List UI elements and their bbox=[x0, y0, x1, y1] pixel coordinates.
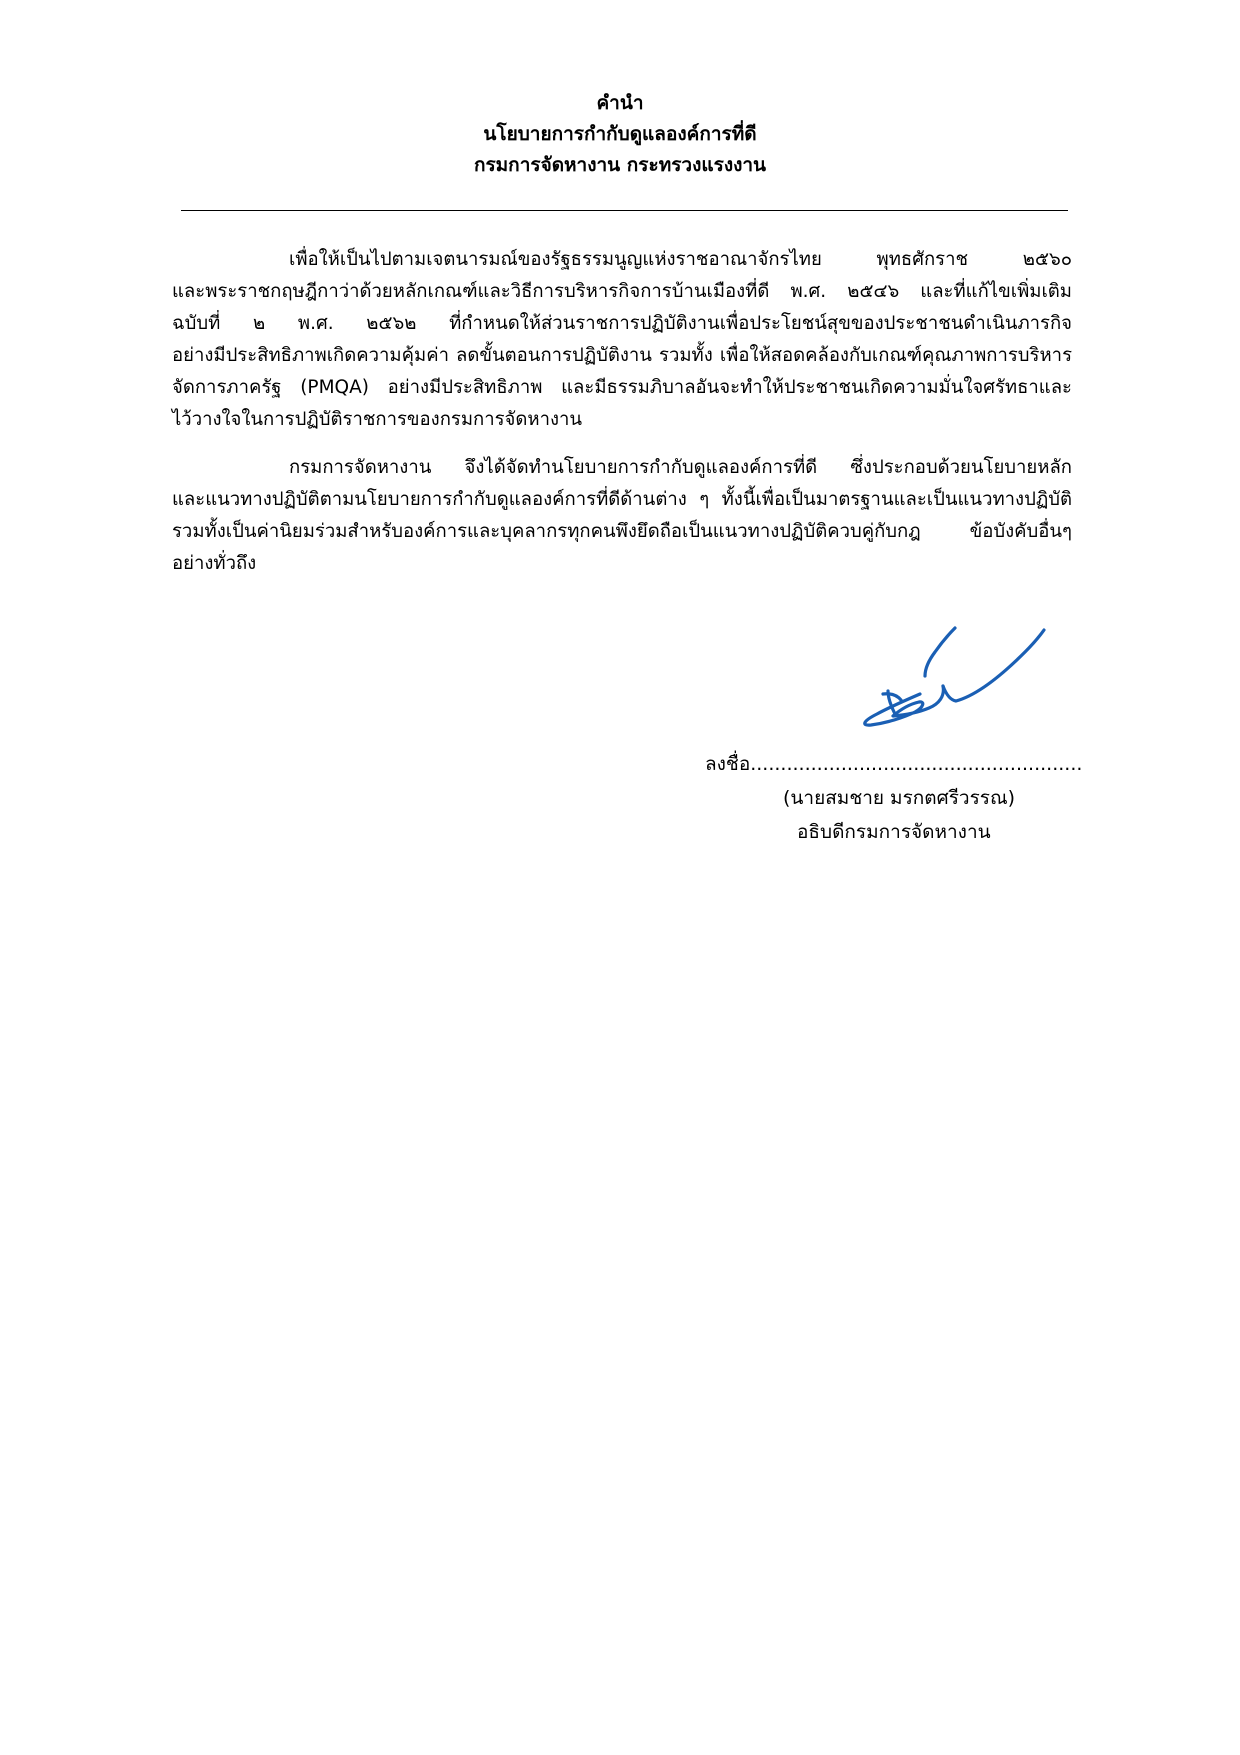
paragraph-line: อย่างทั่วถึง bbox=[172, 553, 257, 574]
paragraph-line: และแนวทางปฏิบัติตามนโยบายการกำกับดูแลองค์การที่ดีด้านต่าง ๆ ทั้งนี้เพื่อเป็นมาตรฐานและเป็นแนวทางปฏิบัติ bbox=[172, 489, 1072, 510]
signer-position: อธิบดีกรมการจัดหางาน bbox=[797, 821, 991, 843]
header-divider bbox=[181, 210, 1068, 211]
paragraph-line: ฉบับที่ ๒ พ.ศ. ๒๕๖๒ ที่กำหนดให้ส่วนราชการปฏิบัติงานเพื่อประโยชน์สุขของประชาชนดำเนินภารกิจ bbox=[172, 313, 1072, 334]
paragraph-1 bbox=[172, 244, 1072, 436]
handwritten-signature bbox=[853, 622, 1048, 734]
policy-title: นโยบายการกำกับดูแลองค์การที่ดี bbox=[483, 123, 757, 145]
department-title: กรมการจัดหางาน กระทรวงแรงงาน bbox=[473, 154, 767, 176]
paragraph-line: และพระราชกฤษฎีกาว่าด้วยหลักเกณฑ์และวิธีการบริหารกิจการบ้านเมืองที่ดี พ.ศ. ๒๕๔๖ และที่แก้ไขเพิ่มเติม bbox=[172, 281, 1072, 302]
signer-name: (นายสมชาย มรกตศรีวรรณ) bbox=[783, 787, 1016, 809]
paragraph-line: เพื่อให้เป็นไปตามเจตนารมณ์ของรัฐธรรมนูญแห่งราชอาณาจักรไทย พุทธศักราช ๒๕๖๐ bbox=[289, 249, 1072, 270]
document-header bbox=[0, 88, 1240, 181]
paragraph-line: กรมการจัดหางาน จึงได้จัดทำนโยบายการกำกับดูแลองค์การที่ดี ซึ่งประกอบด้วยนโยบายหลัก bbox=[289, 457, 1072, 478]
preface-title: คำนำ bbox=[596, 92, 644, 114]
paragraph-2 bbox=[172, 452, 1072, 580]
paragraph-line: ไว้วางใจในการปฏิบัติราชการของกรมการจัดหางาน bbox=[172, 409, 583, 430]
preface-body bbox=[172, 244, 1072, 580]
signature-line: ลงชื่อ....................................................... bbox=[705, 753, 1083, 775]
paragraph-line: จัดการภาครัฐ (PMQA) อย่างมีประสิทธิภาพ และมีธรรมภิบาลอันจะทำให้ประชาชนเกิดความมั่นใจศรัทธาและ bbox=[172, 377, 1072, 398]
paragraph-line: รวมทั้งเป็นค่านิยมร่วมสำหรับองค์การและบุคลากรทุกคนพึงยึดถือเป็นแนวทางปฏิบัติควบคู่กับกฎ ข้อบังคับอื่นๆ bbox=[172, 521, 1072, 542]
paragraph-line: อย่างมีประสิทธิภาพเกิดความคุ้มค่า ลดขั้นตอนการปฏิบัติงาน รวมทั้ง เพื่อให้สอดคล้องกับเกณฑ์คุณภาพการบริหาร bbox=[172, 345, 1072, 366]
